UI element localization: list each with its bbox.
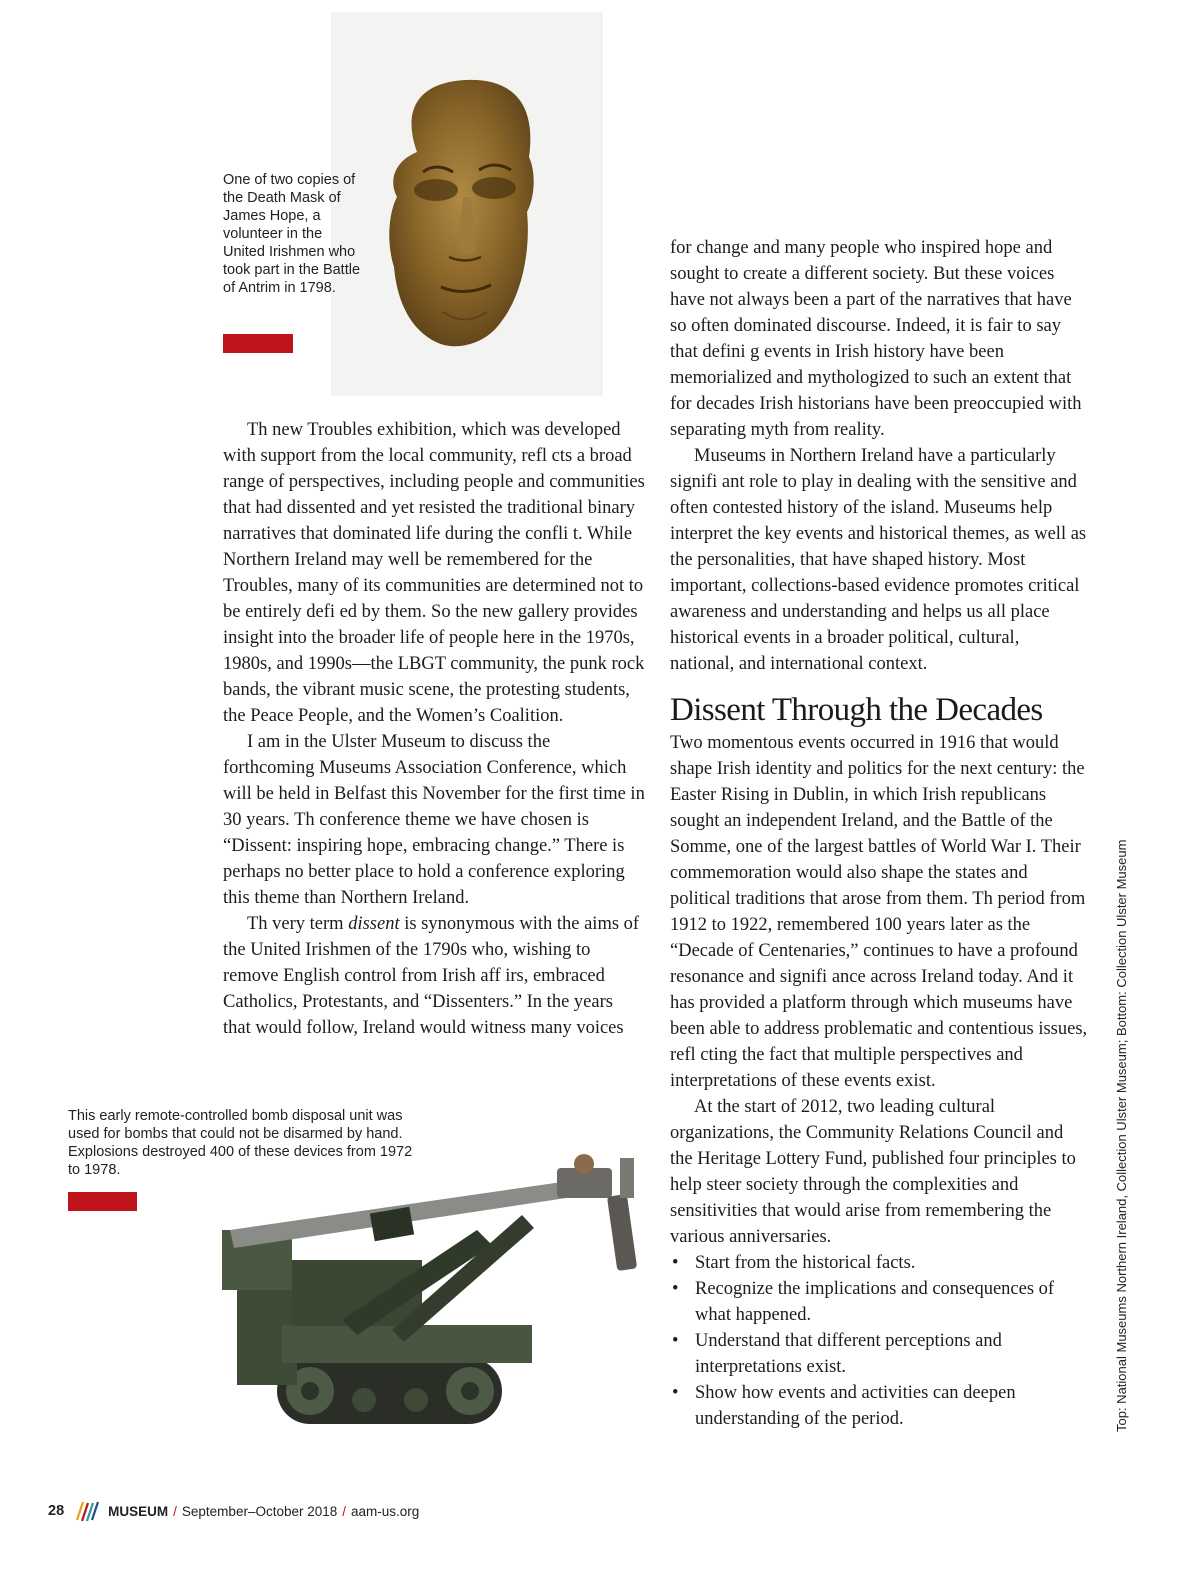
caption-accent-bar: [223, 334, 293, 353]
bomb-disposal-robot-photo: [222, 1120, 642, 1440]
list-item: • Understand that different perceptions and interpretations exist.: [670, 1328, 1088, 1380]
footer-separator: /: [342, 1503, 347, 1519]
caption-accent-bar: [68, 1192, 137, 1211]
paragraph: [223, 911, 645, 1041]
website-link[interactable]: aam-us.org: [351, 1503, 420, 1519]
paragraph: for change and many people who inspired hope and sought to create a different society. But these voices have not always been a part of the narratives that have so often dominated discourse. Indeed, it is fair to say that defini g events in Irish history have been memorialized and mythologized to such an extent that for decades Irish historians have been preoccupied with separating myth from reality.: [670, 238, 1082, 440]
issue-date: September–October 2018: [181, 1503, 338, 1519]
aam-logo-icon: [74, 1500, 100, 1522]
page-footer: [48, 1500, 419, 1522]
paragraph: Th new Troubles exhibition, which was developed with support from the local community, refl cts a broad range of perspectives, including people and communities that had dissented and yet resisted the traditional binary narratives that dominated life during the confli t. While Northern Ireland may well be remembered for the Troubles, many of its communities are determined not to be entirely defi ed by them. So the new gallery provides insight into the broader life of people here in the 1970s, 1980s, and 1990s—the LBGT community, the punk rock bands, the vibrant music scene, the protesting students, the Peace People, and the Women’s Coalition.: [223, 420, 645, 726]
footer-separator: /: [173, 1503, 177, 1519]
paragraph: At the start of 2012, two leading cultural organizations, the Community Relations Council and the Heritage Lottery Fund, published four principles to help steer society through the complexities and sensitivities that would arise from remembering the various anniversaries.: [670, 1097, 1076, 1247]
list-item: • Recognize the implications and consequences of what happened.: [670, 1276, 1088, 1328]
right-column-lower: [670, 730, 1088, 1432]
paragraph-text: is synonymous with the aims of the United Irishmen of the 1790s who, wishing to remove English control from Irish aff irs, embraced Catholics, Protestants, and “Dissenters.” In the years that would follow, Ireland would witness many voices: [223, 914, 640, 1038]
bomb-disposal-robot-illustration: [222, 1120, 642, 1440]
section-heading: Dissent Through the Decades: [670, 692, 1043, 728]
left-column: [223, 417, 645, 1041]
death-mask-caption: One of two copies of the Death Mask of James Hope, a volunteer in the United Irishmen who took part in the Battle of Antrim in 1798.: [223, 172, 361, 296]
death-mask-photo: [331, 12, 603, 396]
principles-list: [670, 1250, 1088, 1432]
paragraph: Two momentous events occurred in 1916 that would shape Irish identity and politics for the next century: the Easter Rising in Dublin, in which Irish republicans sought an independent Ireland, and the Battle of the Somme, one of the largest battles of World War I. Their commemoration would also shape the states and political traditions that arose from them. Th period from 1912 to 1922, remembered 100 years later as the “Decade of Centenaries,” continues to have a profound resonance and signifi ance across Ireland today. And it has provided a platform through which museums have been able to address problematic and contentious issues, refl cting the fact that multiple perspectives and interpretations of these events exist.: [670, 733, 1088, 1091]
list-item: • Show how events and activities can deepen understanding of the period.: [670, 1380, 1088, 1432]
page-number: 28: [48, 1503, 65, 1519]
right-column-upper: [670, 235, 1088, 677]
list-item: • Start from the historical facts.: [670, 1250, 1088, 1276]
paragraph: Museums in Northern Ireland have a particularly signifi ant role to play in dealing with the sensitive and often contested history of the island. Museums help interpret the key events and historical themes, as well as the personalities, that have shaped history. Most important, collections-based evidence promotes critical awareness and understanding and helps us all place historical events in a broader political, cultural, national, and international context.: [670, 446, 1087, 674]
italic-term: dissent: [348, 914, 400, 934]
magazine-name: MUSEUM: [108, 1503, 169, 1519]
death-mask-illustration: [331, 12, 603, 396]
robot-caption: This early remote-controlled bomb disposal unit was used for bombs that could not be disarmed by hand. Explosions destroyed 400 of these devices from 1972 to 1978.: [68, 1108, 413, 1178]
photo-credit: Top: National Museums Northern Ireland, Collection Ulster Museum; Bottom: Collection Ulster Museum: [1114, 839, 1129, 1432]
paragraph-text: Th very term: [247, 914, 349, 934]
paragraph: I am in the Ulster Museum to discuss the forthcoming Museums Association Conference, which will be held in Belfast this November for the first time in 30 years. Th conference theme we have chosen is “Dissent: inspiring hope, embracing change.” There is perhaps no better place to hold a conference exploring this theme than Northern Ireland.: [223, 732, 645, 908]
